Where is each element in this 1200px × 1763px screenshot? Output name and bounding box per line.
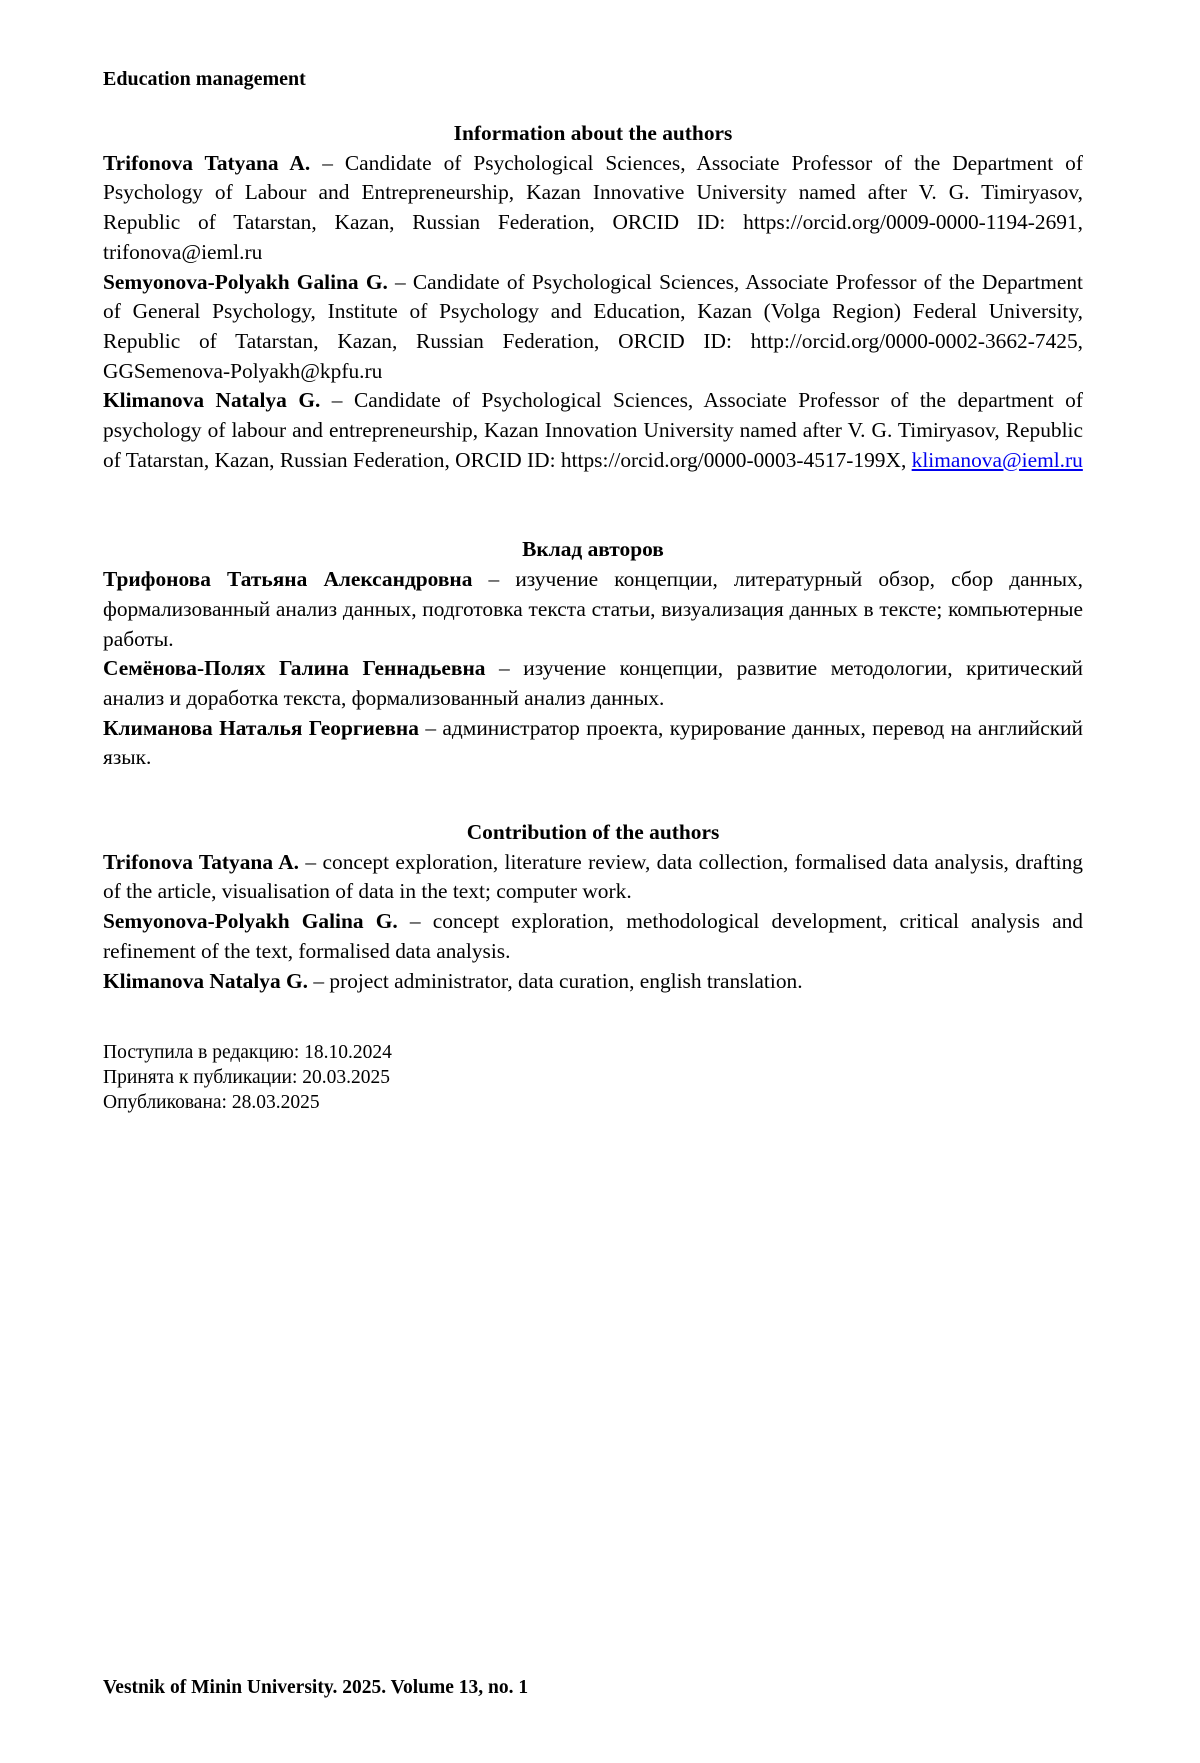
contribution-en-text-klimanova: – project administrator, data curation, english translation. [308, 968, 803, 993]
contribution-en-paragraph-trifonova [103, 848, 1083, 907]
contribution-ru-paragraph-trifonova [103, 565, 1083, 654]
contribution-ru-text-klimanova: – администратор проекта, курирование данных, перевод на английский язык. [103, 715, 1083, 770]
author-name-semyonova-en: Semyonova-Polyakh Galina G. [103, 269, 388, 294]
klimanova-email-link[interactable]: klimanova@ieml.ru [911, 447, 1083, 472]
contribution-ru-paragraph-semyonova [103, 654, 1083, 713]
author-info-text-klimanova: – Candidate of Psychological Sciences, Associate Professor of the department of psychology of labour and entrepreneurship, Kazan Innovation University named after V. G. Timiryasov, Republic of Tatarstan, Kazan, Russian Federation, ORCID ID: https://orcid.org/0000-0003-4517-199X, [103, 388, 1083, 472]
contribution-ru-text-trifonova: – изучение концепции, литературный обзор, сбор данных, формализованный анализ данных, подготовка текста статьи, визуализация данных в тексте; компьютерные работы. [103, 567, 1083, 651]
section-heading-vklad-avtorov: Вклад авторов [522, 537, 664, 562]
editorial-dates [103, 1040, 1083, 1115]
author-info-paragraph-semyonova [103, 268, 1083, 387]
date-published: Опубликована: 28.03.2025 [103, 1092, 320, 1114]
contribution-ru-paragraph-klimanova [103, 714, 1083, 773]
date-received: Поступила в редакцию: 18.10.2024 [103, 1042, 392, 1064]
contribution-en-text-trifonova: – concept exploration, literature review, data collection, formalised data analysis, drafting of the article, visualisation of data in the text; computer work. [103, 849, 1083, 904]
page-content [103, 119, 1083, 1115]
page-footer: Vestnik of Minin University. 2025. Volume 13, no. 1 [103, 1677, 529, 1698]
section-heading-contribution-of-authors: Contribution of the authors [466, 820, 720, 845]
running-head: Education management [103, 68, 306, 90]
author-name-trifonova-ru: Трифонова Татьяна Александровна [103, 567, 473, 592]
author-name-trifonova-en-2: Trifonova Tatyana A. [103, 849, 300, 874]
date-accepted: Принята к публикации: 20.03.2025 [103, 1067, 391, 1089]
author-name-klimanova-en-2: Klimanova Natalya G. [103, 968, 308, 993]
author-info-paragraph-trifonova [103, 149, 1083, 268]
author-name-klimanova-ru: Климанова Наталья Георгиевна [103, 715, 419, 740]
author-info-text-semyonova: – Candidate of Psychological Sciences, Associate Professor of the Department of General Psychology, Institute of Psychology and Education, Kazan (Volga Region) Federal University, Republic of Tatarstan, Kazan, Russian Federation, ORCID ID: http://orcid.org/0000-0002-3662-7425, GGSemenova-Polyakh@kpfu.ru [103, 269, 1083, 383]
author-name-semyonova-ru: Семёнова-Полях Галина Геннадьевна [103, 656, 486, 681]
contribution-en-text-semyonova: – concept exploration, methodological development, critical analysis and refinement of the text, formalised data analysis. [103, 909, 1083, 963]
author-name-klimanova-en: Klimanova Natalya G. [103, 388, 321, 413]
section-heading-information-about-authors: Information about the authors [453, 121, 733, 145]
author-info-text-trifonova: – Candidate of Psychological Sciences, Associate Professor of the Department of Psychology of Labour and Entrepreneurship, Kazan Innovative University named after V. G. Timiryasov, Republic of Tatarstan, Kazan, Russian Federation, ORCID ID: https://orcid.org/0009-0000-1194-2691, trifonova@ieml.ru [103, 150, 1083, 264]
author-name-trifonova-en: Trifonova Tatyana A. [103, 150, 311, 175]
contribution-en-paragraph-klimanova [103, 967, 1083, 997]
contribution-en-paragraph-semyonova [103, 907, 1083, 966]
contribution-ru-text-semyonova: – изучение концепции, развитие методологии, критический анализ и доработка текста, формализованный анализ данных. [103, 656, 1083, 710]
author-name-semyonova-en-2: Semyonova-Polyakh Galina G. [103, 909, 398, 934]
author-info-paragraph-klimanova [103, 386, 1083, 475]
